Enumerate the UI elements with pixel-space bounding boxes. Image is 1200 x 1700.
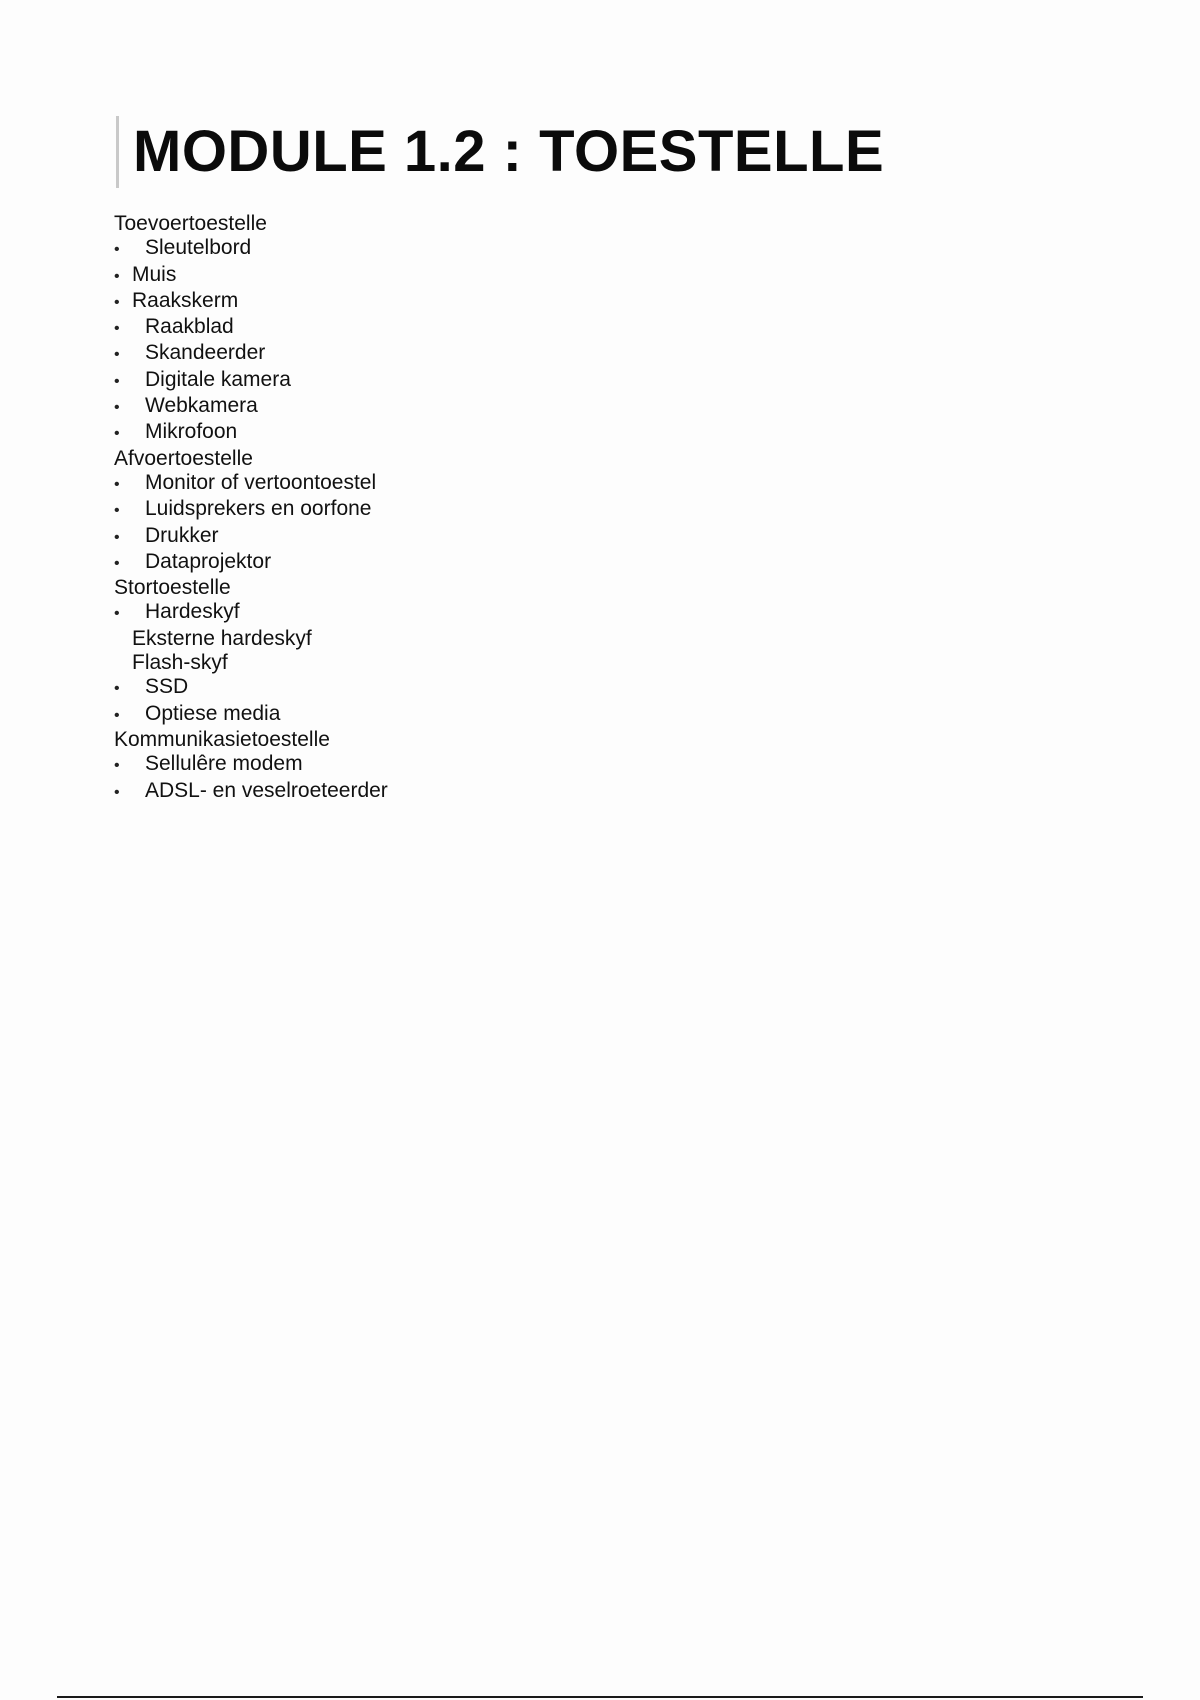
list-item: [114, 600, 388, 626]
list-item: [114, 341, 388, 367]
list-item-label: Digitale kamera: [145, 367, 291, 391]
bullet-icon: •: [114, 475, 120, 493]
list-item: [114, 236, 388, 262]
section-storage-devices: [114, 576, 388, 728]
bullet-icon: •: [114, 372, 120, 390]
list-item: [114, 675, 388, 701]
list-item: [114, 289, 388, 315]
section-heading: Stortoestelle: [114, 576, 231, 600]
bullet-icon: •: [114, 605, 120, 623]
bullet-icon: •: [114, 346, 120, 364]
list-item: [114, 524, 388, 550]
list-item-label: Monitor of vertoontoestel: [145, 470, 377, 494]
bullet-icon: •: [114, 528, 120, 546]
title-block: [116, 116, 884, 188]
list-item-label: Sellulêre modem: [145, 752, 303, 776]
list-item: [114, 394, 388, 420]
list-item-label: Raakblad: [145, 315, 234, 339]
section-input-devices: [114, 212, 388, 447]
section-heading: Afvoertoestelle: [114, 446, 253, 470]
list-item: [114, 779, 388, 805]
bullet-icon: •: [114, 320, 120, 338]
page-title: MODULE 1.2 : TOESTELLE: [133, 119, 885, 184]
list-item: [114, 368, 388, 394]
bullet-icon: •: [114, 399, 120, 417]
section-heading: Kommunikasietoestelle: [114, 727, 330, 751]
sub-list-item: Eksterne hardeskyf: [132, 626, 312, 650]
bullet-icon: •: [114, 757, 120, 775]
list-item-label: Muis: [132, 262, 177, 286]
footer-divider: [57, 1696, 1143, 1698]
section-heading: Toevoertoestelle: [114, 212, 267, 235]
list-item-label: Drukker: [145, 523, 219, 547]
list-item-label: Webkamera: [145, 394, 258, 418]
list-item-label: Dataprojektor: [145, 549, 272, 573]
list-item-label: ADSL- en veselroeteerder: [145, 778, 388, 802]
list-item-label: Luidsprekers en oorfone: [145, 497, 372, 521]
list-item: [114, 471, 388, 497]
section-communication-devices: [114, 728, 388, 805]
bullet-icon: •: [114, 267, 120, 285]
list-item: [114, 752, 388, 778]
bullet-icon: •: [114, 425, 120, 443]
section-output-devices: [114, 447, 388, 576]
bullet-icon: •: [114, 241, 120, 259]
list-item-label: Mikrofoon: [145, 420, 238, 444]
list-item: [114, 263, 388, 289]
sub-list-item: Flash-skyf: [132, 651, 228, 675]
list-item: [114, 497, 388, 523]
list-item-label: SSD: [145, 675, 189, 699]
bullet-icon: •: [114, 293, 120, 311]
list-item: [114, 550, 388, 576]
list-item: [114, 702, 388, 728]
bullet-icon: •: [114, 680, 120, 698]
list-item: [114, 420, 388, 446]
bullet-icon: •: [114, 554, 120, 572]
device-list: [114, 212, 388, 805]
bullet-icon: •: [114, 502, 120, 520]
list-item-label: Sleutelbord: [145, 236, 252, 260]
list-item-label: Skandeerder: [145, 341, 266, 365]
list-item-label: Optiese media: [145, 701, 281, 725]
bullet-icon: •: [114, 706, 120, 724]
list-item: [114, 315, 388, 341]
list-item-label: Hardeskyf: [145, 600, 240, 624]
list-item-label: Raakskerm: [132, 288, 239, 312]
bullet-icon: •: [114, 783, 120, 801]
